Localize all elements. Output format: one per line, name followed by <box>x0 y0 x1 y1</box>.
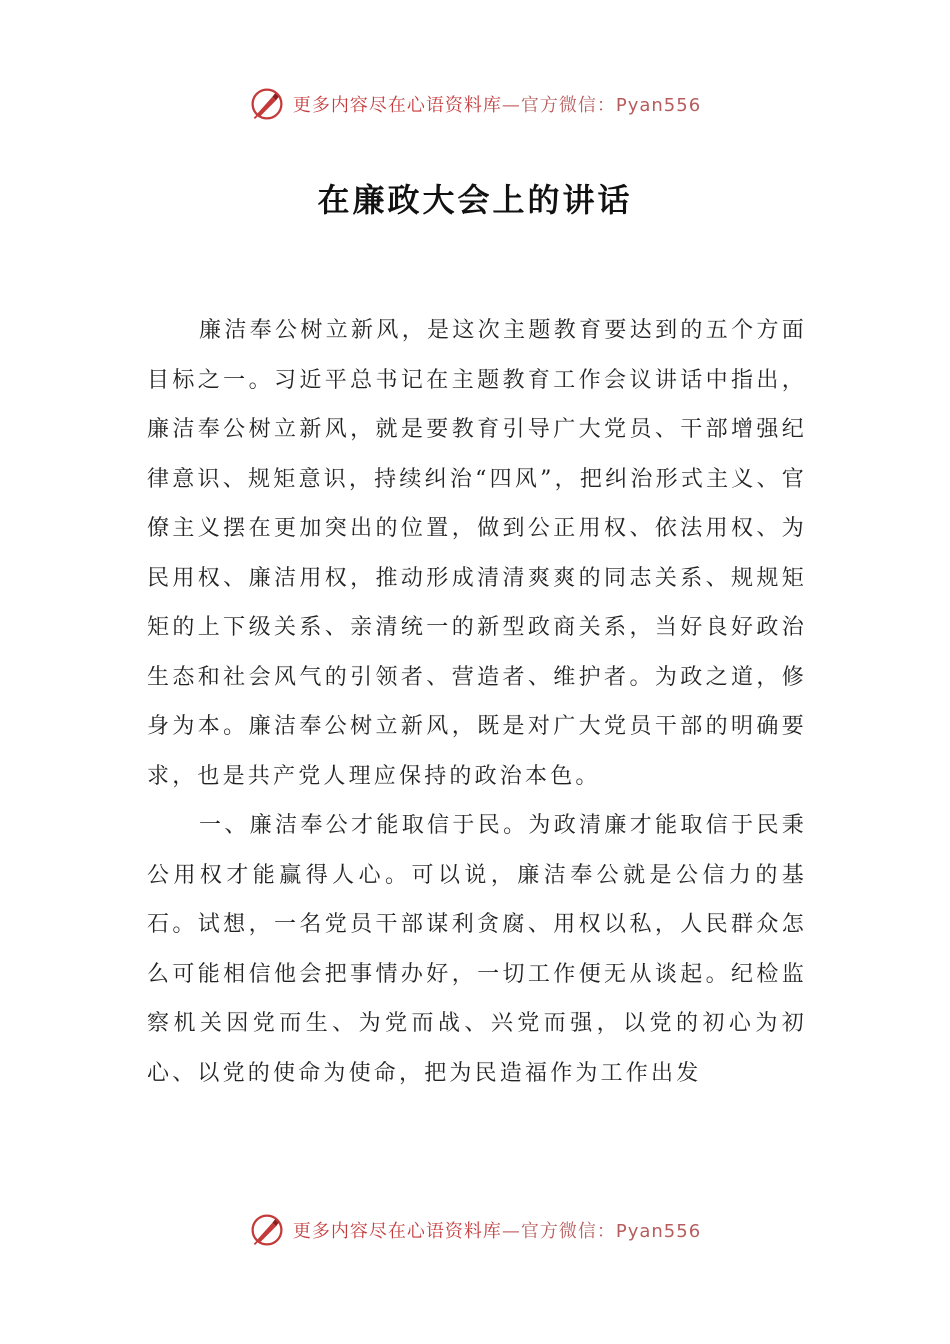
header-banner <box>0 84 950 124</box>
banner-wechat-id: Pyan556 <box>615 1221 702 1242</box>
page-title: 在廉政大会上的讲话 <box>317 181 633 219</box>
paragraph-intro: 廉洁奉公树立新风，是这次主题教育要达到的五个方面目标之一。习近平总书记在主题教育工作会议讲话中指出，廉洁奉公树立新风，就是要教育引导广大党员、干部增强纪律意识、规矩意识，持续纠治“四风”，把纠治形式主义、官僚主义摆在更加突出的位置，做到公正用权、依法用权、为民用权、廉洁用权，推动形成清清爽爽的同志关系、规规矩矩的上下级关系、亲清统一的新型政商关系，当好良好政治生态和社会风气的引领者、营造者、维护者。为政之道，修身为本。廉洁奉公树立新风，既是对广大党员干部的明确要求，也是共产党人理应保持的政治本色。 <box>147 318 807 789</box>
banner-text <box>293 91 701 117</box>
pen-nib-icon <box>249 86 285 122</box>
banner-wechat-id: Pyan556 <box>615 95 702 116</box>
document-body <box>147 306 807 1098</box>
banner-wechat-label: 官方微信： <box>520 1221 616 1242</box>
banner-separator: — <box>501 1221 521 1242</box>
banner-text <box>293 1217 701 1243</box>
footer-banner <box>0 1210 950 1250</box>
paragraph-section-one: 一、廉洁奉公才能取信于民。为政清廉才能取信于民秉公用权才能赢得人心。可以说，廉洁奉公就是公信力的基石。试想，一名党员干部谋利贪腐、用权以私，人民群众怎么可能相信他会把事情办好，一切工作便无从谈起。纪检监察机关因党而生、为党而战、兴党而强，以党的初心为初心、以党的使命为使命，把为民造福作为工作出发 <box>147 813 807 1086</box>
banner-brand: 更多内容尽在心语资料库 <box>292 1221 502 1242</box>
pen-nib-icon <box>249 1212 285 1248</box>
banner-brand: 更多内容尽在心语资料库 <box>292 95 502 116</box>
banner-wechat-label: 官方微信： <box>520 95 616 116</box>
banner-separator: — <box>501 95 521 116</box>
